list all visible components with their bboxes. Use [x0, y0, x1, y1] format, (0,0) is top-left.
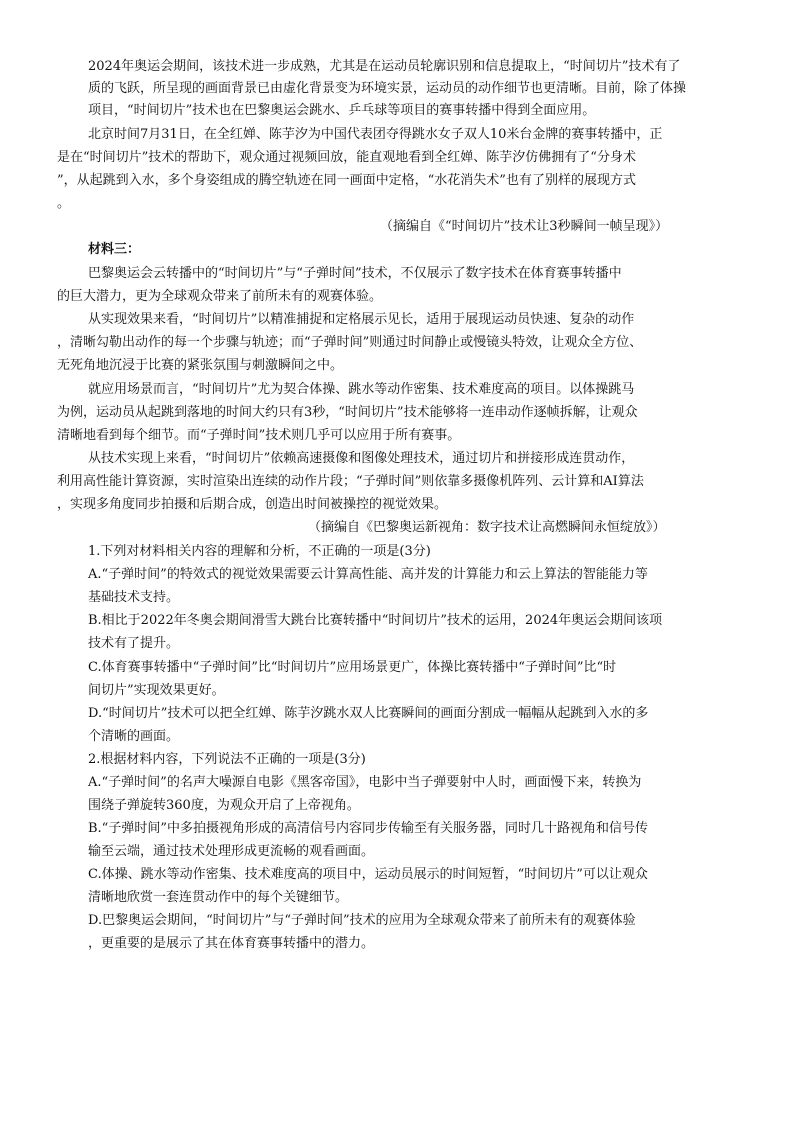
- source-citation: （摘编自《巴黎奥运新视角：数字技术让高燃瞬间永恒绽放》）: [308, 520, 666, 535]
- text-line: 清晰地欣赏一套连贯动作中的每个关键细节。: [88, 890, 349, 905]
- text-line: 利用高性能计算资源，实时渲染出连续的动作片段；“子弹时间”则依靠多摄像机阵列、云计算和AI算法: [57, 474, 644, 489]
- question-2-option-b: B.“子弹时间”中多拍摄视角形成的高清信号内容同步传输至有关服务器，同时几十路视角和信号传: [88, 821, 648, 836]
- source-citation: （摘编自《“时间切片”技术让3秒瞬间一帧呈现》）: [380, 219, 669, 234]
- text-line: 个清晰的画面。: [88, 729, 180, 744]
- text-line: ，实现多角度同步拍摄和后期合成，创造出时间被操控的视觉效果。: [57, 497, 448, 512]
- text-line: 无死角地沉浸于比赛的紧张氛围与刺激瞬间之中。: [57, 358, 344, 373]
- text-line: 就应用场景而言，“时间切片”尤为契合体操、跳水等动作密集、技术难度高的项目。以体操跳马: [88, 382, 635, 397]
- text-line: 技术有了提升。: [88, 636, 180, 651]
- text-line: ，更重要的是展示了其在体育赛事转播中的潜力。: [88, 936, 375, 951]
- text-line: 2024年奥运会期间，该技术进一步成熟，尤其是在运动员轮廓识别和信息提取上，“时间切片”技术有了: [88, 59, 681, 74]
- text-line: 围绕子弹旋转360度，为观众开启了上帝视角。: [88, 798, 360, 813]
- text-line: 基础技术支持。: [88, 590, 180, 605]
- text-line: 清晰地看到每个细节。而“子弹时间”技术则几乎可以应用于所有赛事。: [57, 428, 461, 443]
- text-line: 为例，运动员从起跳到落地的时间大约只有3秒，“时间切片”技术能够将一连串动作逐帧拆解，让观众: [57, 405, 638, 420]
- question-1-option-a: A.“子弹时间”的特效式的视觉效果需要云计算高性能、高并发的计算能力和云上算法的智能能力等: [88, 567, 648, 582]
- question-1-option-c: C.体育赛事转播中“子弹时间”比“时间切片”应用场景更广，体操比赛转播中“子弹时间”比“时: [88, 660, 617, 675]
- question-1-option-b: B.相比于2022年冬奥会期间滑雪大跳台比赛转播中“时间切片”技术的运用，2024年奥运会期间该项: [88, 613, 663, 628]
- text-line: 。: [57, 196, 71, 211]
- text-line: 从技术实现上来看，“时间切片”依赖高速摄像和图像处理技术，通过切片和拼接形成连贯动作，: [88, 451, 635, 466]
- section-heading: 材料三：: [88, 242, 141, 257]
- text-line: 项目，“时间切片”技术也在巴黎奥运会跳水、乒乓球等项目的赛事转播中得到全面应用。: [88, 103, 596, 118]
- question-1-stem: 1.下列对材料相关内容的理解和分析，不正确的一项是(3分): [88, 544, 431, 559]
- question-2-option-a: A.“子弹时间”的名声大噪源自电影《黑客帝国》，电影中当子弹要射中人时，画面慢下来，转换为: [88, 775, 642, 790]
- text-line: 的巨大潜力，更为全球观众带来了前所未有的观赛体验。: [57, 289, 383, 304]
- question-1-option-d: D.“时间切片”技术可以把全红婵、陈芋汐跳水双人比赛瞬间的画面分割成一幅幅从起跳到入水的多: [88, 706, 649, 721]
- text-line: ”，从起跳到入水，多个身姿组成的腾空轨迹在同一画面中定格，“水花消失术”也有了别样的展现方式: [57, 173, 636, 188]
- text-line: 巴黎奥运会云转播中的“时间切片”与“子弹时间”技术，不仅展示了数字技术在体育赛事转播中: [88, 266, 622, 281]
- question-2-option-c: C.体操、跳水等动作密集、技术难度高的项目中，运动员展示的时间短暂，“时间切片”可以让观众: [88, 867, 648, 882]
- text-line: ，清晰勾勒出动作的每一个步骤与轨迹；而“子弹时间”则通过时间静止或慢镜头特效，让观众全方位、: [57, 335, 643, 350]
- text-line: 间切片”实现效果更好。: [88, 683, 225, 698]
- text-line: 北京时间7月31日，在全红婵、陈芋汐为中国代表团夺得跳水女子双人10米台金牌的赛事转播中，正: [88, 127, 663, 142]
- text-line: 从实现效果来看，“时间切片”以精准捕捉和定格展示见长，适用于展现运动员快速、复杂的动作: [88, 312, 635, 327]
- text-line: 质的飞跃，所呈现的画面背景已由虚化背景变为环境实景，运动员的动作细节也更清晰。目前，除了体操: [88, 81, 687, 96]
- question-2-stem: 2.根据材料内容，下列说法不正确的一项是(3分): [88, 752, 366, 767]
- question-2-option-d: D.巴黎奥运会期间，“时间切片”与“子弹时间”技术的应用为全球观众带来了前所未有的观赛体验: [88, 913, 636, 928]
- text-line: 输至云端，通过技术处理形成更流畅的观看画面。: [88, 844, 375, 859]
- text-line: 是在“时间切片”技术的帮助下，观众通过视频回放，能直观地看到全红婵、陈芋汐仿佛拥有了“分身术: [57, 150, 636, 165]
